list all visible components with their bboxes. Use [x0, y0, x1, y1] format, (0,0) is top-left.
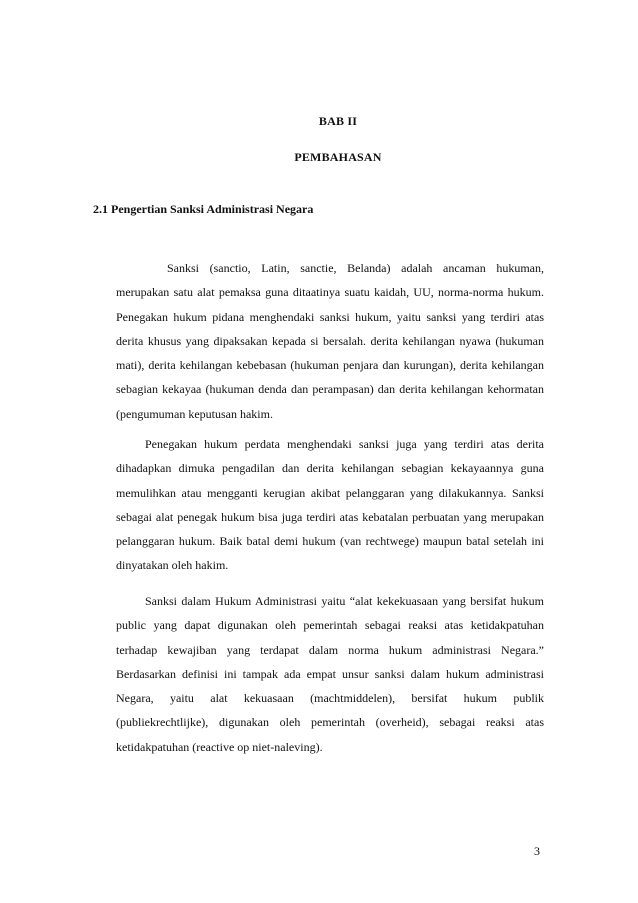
paragraph-1: Sanksi (sanctio, Latin, sanctie, Belanda) adalah ancaman hukuman, merupakan satu alat pemaksa guna ditaatinya suatu kaidah, UU, norma-norma hukum. Penegakan hukum pidana menghendaki sanksi hukum, yaitu sanksi yang terdiri atas derita khusus yang dipaksakan kepada si bersalah. derita kehilangan nyawa (hukuman mati), derita kehilangan kebebasan (hukuman penjara dan kurungan), derita kehilangan sebagian kekayaa (hukuman denda dan perampasan) dan derita kehilangan kehormatan (pengumuman keputusan hakim. — [116, 261, 544, 421]
chapter-number: BAB II — [318, 114, 358, 128]
page-number: 3 — [534, 844, 540, 858]
chapter-title: PEMBAHASAN — [294, 150, 382, 164]
paragraph-2: Penegakan hukum perdata menghendaki sanksi juga yang terdiri atas derita dihadapkan dimuka pengadilan dan derita kehilangan sebagian kekayaannya guna memulihkan atau mengganti kerugian akibat pelanggaran yang dilakukannya. Sanksi sebagai alat penegak hukum bisa juga terdiri atas kebatalan perbuatan yang merupakan pelanggaran hukum. Baik batal demi hukum (van rechtwege) maupun batal setelah ini dinyatakan oleh hakim. — [116, 437, 544, 573]
section-heading: 2.1 Pengertian Sanksi Administrasi Negara — [93, 202, 314, 216]
paragraph-3: Sanksi dalam Hukum Administrasi yaitu “alat kekekuasaan yang bersifat hukum public yang dapat digunakan oleh pemerintah sebagai reaksi atas ketidakpatuhan terhadap kewajiban yang terdapat dalam norma hukum administrasi Negara.” Berdasarkan definisi ini tampak ada empat unsur sanksi dalam hukum administrasi Negara, yaitu alat kekuasaan (machtmiddelen), bersifat hukum publik (publiekrechtlijke), digunakan oleh pemerintah (overheid), sebagai reaksi atas ketidakpatuhan (reactive op niet-naleving). — [116, 594, 544, 754]
